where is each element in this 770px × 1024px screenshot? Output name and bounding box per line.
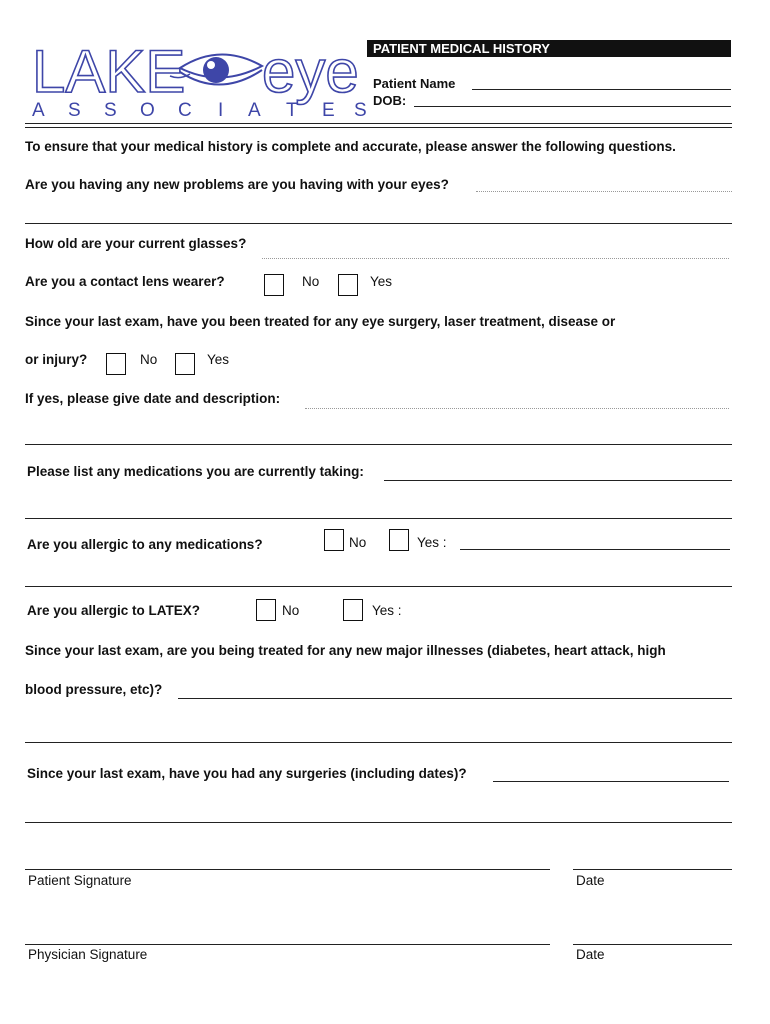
medications-field-2[interactable]	[25, 518, 732, 519]
svg-text:S: S	[104, 100, 117, 121]
treated-question-line1: Since your last exam, have you been treated for any eye surgery, laser treatment, disease or	[25, 314, 616, 329]
treated-question-line2: or injury?	[25, 352, 88, 367]
physician-signature-field[interactable]	[25, 944, 550, 945]
allergic-latex-yes-checkbox[interactable]	[343, 599, 363, 621]
allergic-meds-yes-checkbox[interactable]	[389, 529, 409, 551]
allergic-latex-no-label: No	[282, 603, 300, 618]
surgeries-field-2[interactable]	[25, 822, 732, 823]
contact-lens-yes-label: Yes	[370, 274, 393, 289]
allergic-latex-yes-label: Yes :	[372, 603, 402, 618]
glasses-age-question: How old are your current glasses?	[25, 236, 247, 251]
illness-field-2[interactable]	[25, 742, 732, 743]
new-problems-question: Are you having any new problems are you having with your eyes?	[25, 177, 449, 192]
contact-lens-no-label: No	[302, 274, 320, 289]
contact-lens-no-checkbox[interactable]	[264, 274, 284, 296]
logo-word-left: LAKE	[32, 38, 186, 105]
dob-field[interactable]	[414, 106, 731, 107]
surgeries-question: Since your last exam, have you had any surgeries (including dates)?	[27, 766, 467, 781]
allergic-meds-question: Are you allergic to any medications?	[27, 537, 263, 552]
new-problems-field[interactable]	[476, 191, 732, 192]
patient-name-field[interactable]	[472, 89, 731, 90]
company-logo	[30, 36, 365, 120]
svg-text:E: E	[322, 100, 335, 121]
treated-no-checkbox[interactable]	[106, 353, 126, 375]
svg-text:S: S	[68, 100, 81, 121]
if-yes-field-2[interactable]	[25, 444, 732, 445]
svg-text:S: S	[354, 100, 367, 121]
lake-eye-logo-graphic	[30, 36, 365, 120]
intro-text: To ensure that your medical history is complete and accurate, please answer the following questions.	[25, 139, 676, 154]
medications-field[interactable]	[384, 480, 732, 481]
logo-word-right: eye	[262, 38, 359, 105]
illness-question-line2: blood pressure, etc)?	[25, 682, 163, 697]
allergic-meds-yes-label: Yes :	[417, 535, 447, 550]
form-title: PATIENT MEDICAL HISTORY	[367, 40, 731, 57]
patient-signature-label: Patient Signature	[28, 873, 132, 888]
patient-name-label: Patient Name	[373, 76, 456, 91]
patient-date-label: Date	[576, 873, 605, 888]
allergic-latex-no-checkbox[interactable]	[256, 599, 276, 621]
allergic-meds-field[interactable]	[460, 549, 730, 550]
if-yes-question: If yes, please give date and description:	[25, 391, 281, 406]
contact-lens-question: Are you a contact lens wearer?	[25, 274, 225, 289]
illness-question-line1: Since your last exam, are you being treated for any new major illnesses (diabetes, heart attack, high	[25, 643, 666, 658]
patient-date-field[interactable]	[573, 869, 732, 870]
svg-text:I: I	[218, 100, 224, 121]
header-divider-bottom	[25, 127, 732, 128]
svg-text:A: A	[32, 100, 45, 121]
allergic-meds-field-2[interactable]	[25, 586, 732, 587]
physician-date-field[interactable]	[573, 944, 732, 945]
allergic-latex-question: Are you allergic to LATEX?	[27, 603, 201, 618]
if-yes-field[interactable]	[305, 408, 729, 409]
svg-text:A: A	[248, 100, 261, 121]
allergic-meds-no-checkbox[interactable]	[324, 529, 344, 551]
medications-question: Please list any medications you are currently taking:	[27, 464, 364, 479]
physician-signature-label: Physician Signature	[28, 947, 148, 962]
glasses-age-field[interactable]	[262, 258, 729, 259]
treated-yes-checkbox[interactable]	[175, 353, 195, 375]
header-divider-top	[25, 123, 732, 124]
illness-field[interactable]	[178, 698, 732, 699]
patient-signature-field[interactable]	[25, 869, 550, 870]
treated-no-label: No	[140, 352, 158, 367]
svg-text:O: O	[140, 100, 155, 121]
physician-date-label: Date	[576, 947, 605, 962]
dob-label: DOB:	[373, 93, 407, 108]
contact-lens-yes-checkbox[interactable]	[338, 274, 358, 296]
svg-text:C: C	[178, 100, 192, 121]
svg-text:T: T	[286, 100, 298, 121]
treated-yes-label: Yes	[207, 352, 230, 367]
allergic-meds-no-label: No	[349, 535, 367, 550]
new-problems-field-2[interactable]	[25, 223, 732, 224]
surgeries-field[interactable]	[493, 781, 729, 782]
